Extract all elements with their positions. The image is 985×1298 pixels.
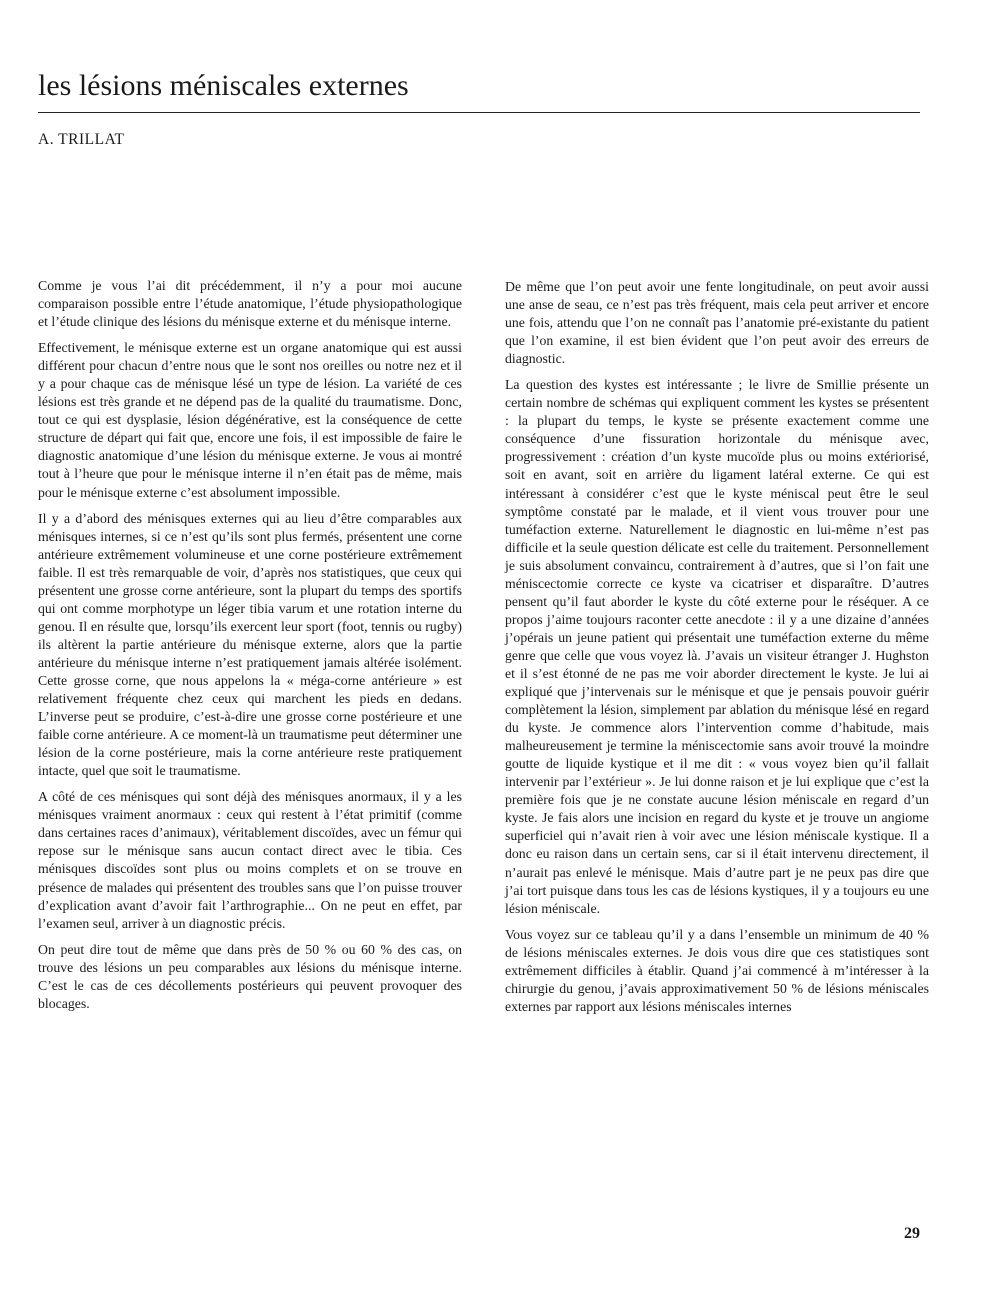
- right-column: [505, 278, 929, 1024]
- author-name: A. TRILLAT: [38, 131, 125, 148]
- paragraph: A côté de ces ménisques qui sont déjà des ménisques anormaux, il y a les ménisques vraiment anormaux : ceux qui restent à l’état primitif (comme dans certaines races d’animaux), véritablement discoïdes, avec un fémur qui repose sur le ménisque sans aucun contact direct avec le tibia. Ces ménisques discoïdes sont plus ou moins complets et on se trouve en présence de malades qui présentent des troubles sans que l’on puisse trouver d’explication avant d’avoir fait l’arthrographie... On ne peut en effet, par l’examen seul, arriver à un diagnostic précis.: [38, 789, 462, 931]
- paragraph: De même que l’on peut avoir une fente longitudinale, on peut avoir aussi une anse de seau, ce n’est pas très fréquent, mais cela peut arriver et encore une fois, attendu que l’on ne connaît pas l’anatomie pré-existante du patient que l’on examine, il est bien évident que l’on peut avoir des erreurs de diagnostic.: [505, 279, 929, 367]
- title-rule: [38, 112, 920, 113]
- paragraph: Effectivement, le ménisque externe est un organe anatomique qui est aussi différent pour chacun d’entre nous que le sont nos oreilles ou notre nez et il y a pour chaque cas de ménisque lésé un type de lésion. La variété de ces lésions est très grande et ne dépend pas de la qualité du traumatisme. Donc, tout ce qui est dysplasie, lésion dégénérative, est la conséquence de cette structure de départ qui fait que, encore une fois, il est impossible de faire le diagnostic anatomique d’une lésion du ménisque externe. Je vous ai montré tout à l’heure que pour le ménisque interne il n’en était pas de même, mais pour le ménisque externe c’est absolument impossible.: [38, 340, 462, 500]
- article-title: les lésions méniscales externes: [38, 69, 409, 102]
- paragraph: Vous voyez sur ce tableau qu’il y a dans l’ensemble un minimum de 40 % de lésions méniscales externes. Je dois vous dire que ces statistiques sont extrêmement difficiles à établir. Quand j’ai commencé à m’intéresser à la chirurgie du genou, j’avais approximativement 50 % de lésions méniscales externes par rapport aux lésions méniscales internes: [505, 926, 929, 1014]
- paragraph: On peut dire tout de même que dans près de 50 % ou 60 % des cas, on trouve des lésions un peu comparables aux lésions du ménisque interne. C’est le cas de ces décollements postérieurs qui peuvent provoquer des blocages.: [38, 941, 462, 1011]
- paragraph: Il y a d’abord des ménisques externes qui au lieu d’être comparables aux ménisques internes, si ce n’est qu’ils sont plus fermés, présentent une corne antérieure extrêmement volumineuse et une corne postérieure extrêmement faible. Il est très remarquable de voir, d’après nos statistiques, que ceux qui présentent une grosse corne antérieure, sont la plupart du temps des sportifs qui ont comme morphotype un léger tibia varum et une rotation interne du genou. Il en résulte que, lorsqu’ils exercent leur sport (foot, tennis ou rugby) ils altèrent la partie antérieure du ménisque externe, alors que la partie antérieure du ménisque interne n’est pratiquement jamais altérée isolément. Cette grosse corne, que nous appelons la « méga-corne antérieure » est relativement fréquente chez ceux qui marchent les pieds en dedans. L’inverse peut se produire, c’est-à-dire une grosse corne postérieure et une faible corne antérieure. A ce moment-là un traumatisme peut déterminer une lésion de la corne postérieure, mais la corne antérieure reste pratiquement intacte, quel que soit le traumatisme.: [38, 510, 462, 779]
- left-column: [38, 277, 462, 1021]
- paragraph: Comme je vous l’ai dit précédemment, il n’y a pour moi aucune comparaison possible entre l’étude anatomique, l’étude physiopathologique et l’étude clinique des lésions du ménisque externe et du ménisque interne.: [38, 278, 462, 330]
- paragraph: La question des kystes est intéressante ; le livre de Smillie présente un certain nombre de schémas qui expliquent comment les kystes se présentent : la plupart du temps, le kyste se présente exactement comme une conséquence d’une fissuration horizontale du ménisque avec, progressivement : création d’un kyste mucoïde plus ou moins extériorisé, soit en avant, soit en arrière du ligament latéral externe. Ce qui est intéressant à considérer c’est que le kyste méniscal peut être le seul symptôme constaté par le malade, et il vient vous trouver pour une tuméfaction externe. Naturellement le diagnostic en lui-même n’est pas difficile et la seule question délicate est celle du traitement. Personnellement je suis absolument convaincu, contrairement à d’autres, que si l’on fait une méniscectomie correcte ce kyste va cicatriser et disparaître. D’autres pensent qu’il faut aborder le kyste du côté externe pour le réséquer. A ce propos j’aime toujours raconter cette anecdote : il y a une dizaine d’années j’opérais un jeune patient qui présentait une tuméfaction externe du même genre que celle que vous voyez là. J’avais un visiteur étranger J. Hughston et il s’est étonné de ne pas me voir aborder directement le kyste. Je lui ai expliqué que j’intervenais sur le ménisque et que je pensais pouvoir guérir complètement la lésion, simplement par ablation du ménisque lésé en regard du kyste. Je commence alors l’intervention comme d’habitude, mais malheureusement je termine la méniscectomie sans avoir trouvé la moindre goutte de liquide kystique et il me dit : « vous voyez bien qu’il fallait intervenir par l’extérieur ». Je lui donne raison et je lui explique que c’est la première fois que je ne constate aucune lésion méniscale en regard d’un kyste. Je fais alors une incision en regard du kyste et je trouve un angiome superficiel qui n’avait rien à voir avec une lésion méniscale kystique. Il a donc eu raison dans un certain sens, car si il était intervenu directement, il n’aurait pas enlevé le ménisque. Mais d’autre part je ne peux pas dire que j’ai tort puisque dans tous les cas de lésions kystiques, il y a toujours eu une lésion méniscale.: [505, 377, 929, 916]
- page-number: 29: [904, 1225, 920, 1242]
